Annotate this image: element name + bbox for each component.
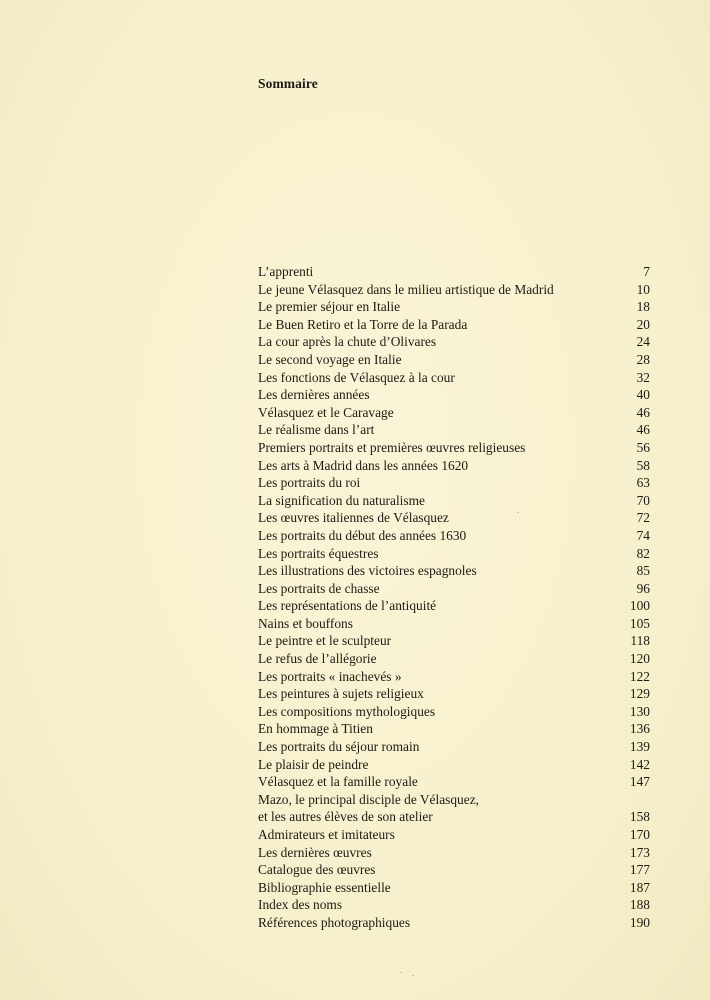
toc-entry [258, 720, 650, 738]
toc-entry-page: 188 [629, 897, 650, 913]
toc-entry-page: 105 [629, 615, 650, 631]
toc-entry-title: Mazo, le principal disciple de Vélasquez, [258, 791, 479, 807]
toc-entry-title: Les dernières années [258, 387, 370, 403]
toc-entry [258, 369, 650, 387]
toc-entry-page: 46 [636, 404, 650, 420]
toc-entry-title: L’apprenti [258, 264, 314, 279]
toc-entry-page: 139 [629, 739, 650, 755]
toc-entry [258, 386, 650, 404]
toc-entry-title: Les fonctions de Vélasquez à la cour [258, 369, 455, 385]
toc-entry [258, 826, 650, 844]
toc-entry [258, 756, 650, 774]
toc-entry [258, 421, 650, 439]
toc-entry-title: La cour après la chute d’Olivares [258, 334, 437, 350]
paper-speck [412, 975, 414, 976]
toc-entry [258, 545, 650, 563]
toc-entry-page: 32 [636, 369, 650, 385]
table-of-contents [258, 263, 650, 932]
toc-entry-page: 72 [636, 510, 650, 526]
toc-entry-page: 20 [636, 316, 650, 332]
toc-entry [258, 580, 650, 598]
toc-entry [258, 404, 650, 422]
toc-entry [258, 474, 650, 492]
toc-entry-page: 118 [630, 633, 650, 649]
toc-entry [258, 316, 650, 334]
toc-entry [258, 597, 650, 615]
toc-entry-title: Index des noms [258, 897, 343, 913]
toc-entry [258, 861, 650, 879]
toc-entry [258, 844, 650, 862]
toc-entry-page: 40 [636, 387, 650, 403]
toc-entry-title: Nains et bouffons [258, 615, 353, 631]
toc-entry-page: 74 [636, 527, 650, 543]
toc-entry-title: Les portraits « inachevés » [258, 668, 402, 684]
toc-entry [258, 439, 650, 457]
toc-entry-title: et les autres élèves de son atelier [258, 809, 433, 825]
toc-entry [258, 263, 650, 281]
toc-entry-page: 190 [629, 914, 650, 930]
toc-entry [258, 668, 650, 686]
toc-entry-title: La signification du naturalisme [258, 492, 425, 508]
toc-entry-page: 173 [629, 844, 650, 860]
toc-entry [258, 492, 650, 510]
toc-entry-page: 96 [636, 580, 650, 596]
toc-entry [258, 703, 650, 721]
toc-entry-page: 63 [636, 475, 650, 491]
toc-entry-page: 136 [629, 721, 650, 737]
toc-entry [258, 351, 650, 369]
toc-entry [258, 896, 650, 914]
toc-entry [258, 457, 650, 475]
toc-entry-page: 7 [643, 264, 650, 279]
paper-speck [400, 972, 402, 973]
toc-entry-page: 187 [629, 879, 650, 895]
toc-entry-title: Admirateurs et imitateurs [258, 827, 395, 842]
toc-entry-page: 82 [636, 545, 650, 561]
toc-entry [258, 773, 650, 791]
toc-entry-title: Le Buen Retiro et la Torre de la Parada [258, 316, 468, 332]
toc-entry [258, 333, 650, 351]
toc-entry [258, 615, 650, 633]
toc-entry-page: 177 [629, 862, 650, 878]
toc-entry [258, 298, 650, 316]
toc-entry [258, 791, 650, 809]
toc-entry-title: Bibliographie essentielle [258, 879, 391, 895]
toc-entry-title: En hommage à Titien [258, 721, 373, 737]
toc-entry [258, 509, 650, 527]
toc-entry-title: Vélasquez et le Caravage [258, 404, 394, 420]
toc-entry-page: 130 [629, 703, 650, 719]
toc-entry [258, 879, 650, 897]
toc-entry-title: Les représentations de l’antiquité [258, 598, 437, 614]
toc-entry-title: Les peintures à sujets religieux [258, 686, 424, 702]
toc-entry-page: 122 [629, 668, 650, 684]
toc-entry-page: 24 [636, 334, 650, 350]
toc-entry [258, 650, 650, 668]
toc-entry-title: Le second voyage en Italie [258, 351, 402, 367]
toc-entry-title: Les compositions mythologiques [258, 703, 436, 719]
paper-speck [517, 512, 519, 513]
toc-entry-title: Les œuvres italiennes de Vélasquez [258, 510, 449, 526]
toc-entry-page: 28 [636, 351, 650, 367]
toc-entry-title: Le peintre et le sculpteur [258, 633, 392, 649]
toc-entry-title: Le refus de l’allégorie [258, 651, 377, 667]
toc-entry-page: 100 [629, 598, 650, 614]
toc-entry-title: Vélasquez et la famille royale [258, 774, 418, 790]
toc-entry-page: 70 [636, 492, 650, 508]
toc-entry-title: Le jeune Vélasquez dans le milieu artistique de Madrid [258, 281, 554, 297]
toc-entry [258, 685, 650, 703]
toc-entry-title: Références photographiques [258, 914, 411, 930]
toc-entry-title: Le premier séjour en Italie [258, 299, 401, 315]
toc-entry [258, 632, 650, 650]
toc-entry-page: 147 [629, 774, 650, 790]
toc-entry [258, 914, 650, 932]
toc-entry-page: 120 [629, 651, 650, 667]
toc-entry-title: Les portraits du début des années 1630 [258, 527, 467, 543]
toc-entry-title: Les portraits du roi [258, 475, 361, 491]
toc-entry-page: 46 [636, 422, 650, 438]
toc-entry-page: 10 [636, 281, 650, 297]
toc-entry-title: Premiers portraits et premières œuvres religieuses [258, 439, 526, 455]
toc-entry-title: Les illustrations des victoires espagnoles [258, 563, 477, 579]
toc-entry-page: 142 [629, 756, 650, 772]
toc-entry-title: Le plaisir de peindre [258, 756, 369, 772]
toc-entry [258, 281, 650, 299]
toc-entry-title: Les dernières œuvres [258, 844, 372, 860]
toc-entry [258, 738, 650, 756]
toc-entry [258, 562, 650, 580]
toc-entry-page: 170 [629, 827, 650, 842]
toc-entry-title: Catalogue des œuvres [258, 862, 376, 878]
toc-entry-page: 158 [629, 809, 650, 825]
toc-entry [258, 527, 650, 545]
toc-entry-title: Les arts à Madrid dans les années 1620 [258, 457, 469, 473]
toc-entry-title: Les portraits équestres [258, 545, 379, 561]
toc-entry-page: 85 [636, 563, 650, 579]
toc-entry-title: Le réalisme dans l’art [258, 422, 375, 438]
toc-entry-page: 18 [636, 299, 650, 315]
toc-entry-page: 129 [629, 686, 650, 702]
page-title: Sommaire [258, 76, 318, 91]
toc-entry-page: 56 [636, 439, 650, 455]
toc-entry-page: 58 [636, 457, 650, 473]
toc-entry-title: Les portraits du séjour romain [258, 739, 420, 755]
toc-entry-title: Les portraits de chasse [258, 580, 380, 596]
toc-entry [258, 808, 650, 826]
